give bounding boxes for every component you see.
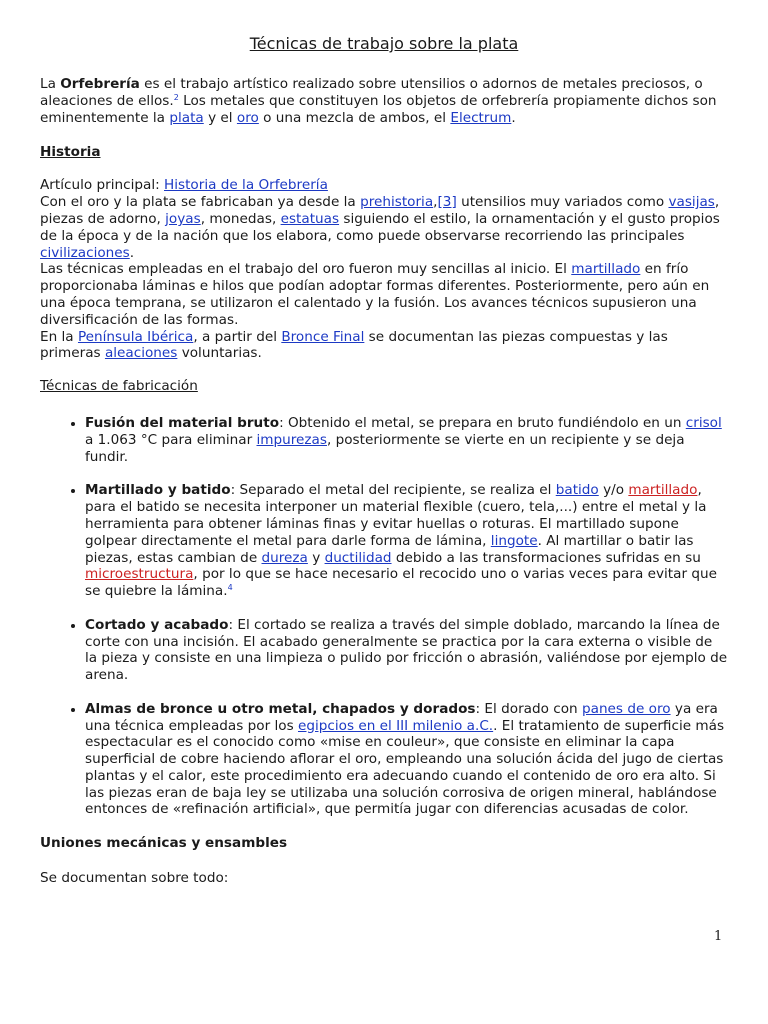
link-vasijas[interactable]: vasijas	[668, 194, 715, 211]
link-crisol[interactable]: crisol	[685, 415, 722, 432]
link-microestructura[interactable]: microestructura	[85, 566, 194, 583]
link-martillado[interactable]: martillado	[571, 261, 641, 278]
link-joyas[interactable]: joyas	[165, 210, 201, 227]
link-dureza[interactable]: dureza	[261, 549, 308, 566]
link-historia-orfebreria[interactable]: Historia de la Orfebrería	[164, 177, 328, 194]
main-article-note: Artículo principal: Historia de la Orfebrería	[40, 177, 328, 194]
link-estatuas[interactable]: estatuas	[280, 210, 340, 227]
link-civilizaciones[interactable]: civilizaciones	[40, 244, 130, 261]
historia-paragraph-1: Con el oro y la plata se fabricaban ya desde la prehistoria,[3] utensilios muy variados como vasijas, piezas de adorno, joyas, monedas, estatuas siguiendo el estilo, la ornamentación y el gusto propios de la época y de la nación que los elabora, como puede observarse recorriendo las principales civilizaciones.	[40, 194, 720, 261]
footnote-ref-4[interactable]: 4	[227, 583, 233, 593]
link-panes-de-oro[interactable]: panes de oro	[581, 700, 671, 717]
link-oro[interactable]: oro	[236, 109, 259, 126]
link-impurezas[interactable]: impurezas	[256, 431, 327, 448]
list-item: • Cortado y acabado: El cortado se realiza a través del simple doblado, marcando la línea de corte con una incisión. El acabado generalmente se practica por la cara externa o visible de la pieza y consiste en una limpieza o pulido por fricción o abrasión, valiéndose por ejemplo de arena.	[85, 617, 728, 684]
link-aleaciones[interactable]: aleaciones	[104, 345, 178, 362]
uniones-heading: Uniones mecánicas y ensambles	[40, 835, 288, 852]
reference-3[interactable]: [3]	[437, 194, 457, 211]
link-ductilidad[interactable]: ductilidad	[324, 549, 392, 566]
page-title: Técnicas de trabajo sobre la plata	[249, 34, 519, 53]
footnote-ref-2[interactable]: 2	[173, 92, 179, 102]
historia-heading: Historia	[40, 144, 101, 161]
link-bronce-final[interactable]: Bronce Final	[281, 328, 365, 345]
intro-paragraph: La Orfebrería es el trabajo artístico realizado sobre utensilios o adornos de metales preciosos, o aleaciones de ellos.$^2$ Los metales que constituyen los objetos de orfebrería propiamente dichos son eminentemente la plata y el oro o una mezcla de ambos, el Electrum.	[40, 76, 717, 126]
link-prehistoria[interactable]: prehistoria	[360, 194, 434, 211]
document-body	[40, 34, 728, 887]
link-egipcios[interactable]: egipcios en el III milenio a.C.	[298, 717, 494, 734]
historia-paragraph-2: Las técnicas empleadas en el trabajo del oro fueron muy sencillas al inicio. El martillado en frío proporcionaba láminas e hilos que podían adoptar formas diferentes. Posteriormente, pero aún en una época temprana, se utilizaron el calentado y la fusión. Los avances técnicos supusieron una diversificación de las formas.	[40, 261, 710, 328]
list-item: • Fusión del material bruto: Obtenido el metal, se prepara en bruto fundiéndolo en un crisol a 1.063 °C para eliminar impurezas, posteriormente se vierte en un recipiente y se deja fundir.	[85, 415, 728, 465]
link-batido[interactable]: batido	[555, 482, 599, 499]
page-number: 1	[714, 929, 723, 944]
link-lingote[interactable]: lingote	[490, 532, 538, 549]
historia-paragraph-3: En la Península Ibérica, a partir del Bronce Final se documentan las piezas compuestas y las primeras aleaciones voluntarias.	[40, 328, 668, 362]
uniones-paragraph: Se documentan sobre todo:	[40, 870, 229, 887]
orfebreria-term: Orfebrería	[60, 76, 140, 92]
list-item: • Martillado y batido: Separado el metal del recipiente, se realiza el batido y/o martillado, para el batido se necesita interponer un material flexible (cuero, tela,...) entre el metal y la herramienta para obtener láminas finas y evitar huellas o roturas. El martillado supone golpear directamente el metal para darle forma de lámina, lingote. Al martillar o batir las piezas, estas cambian de dureza y ductilidad debido a las transformaciones sufridas en su microestructura, por lo que se hace necesario el recocido uno o varias veces para evitar que se quiebre la lámina.$^4$	[85, 482, 728, 600]
link-peninsula-iberica[interactable]: Península Ibérica	[77, 328, 194, 345]
link-electrum[interactable]: Electrum	[450, 109, 512, 126]
tecnicas-heading: Técnicas de fabricación	[40, 378, 198, 395]
tecnicas-list	[40, 415, 728, 818]
historia-section	[40, 177, 728, 362]
list-item: • Almas de bronce u otro metal, chapados y dorados: El dorado con panes de oro ya era una técnica empleadas por los egipcios en el III milenio a.C.. El tratamiento de superficie más espectacular es el conocido como «mise en couleur», que consiste en eliminar la capa superficial de cobre haciendo aflorar el oro, empleando una solución ácida del jugo de ciertas plantas y el calor, este procedimiento era adecuando cuando el contenido de oro era alto. Si las piezas eran de baja ley se utilizaba una solución corrosiva de origen mineral, hablándose entonces de «refinación artificial», que permitía jugar con diferencias acusadas de color.	[85, 701, 728, 819]
link-martillado-missing[interactable]: martillado	[628, 482, 698, 499]
link-plata[interactable]: plata	[169, 109, 204, 126]
